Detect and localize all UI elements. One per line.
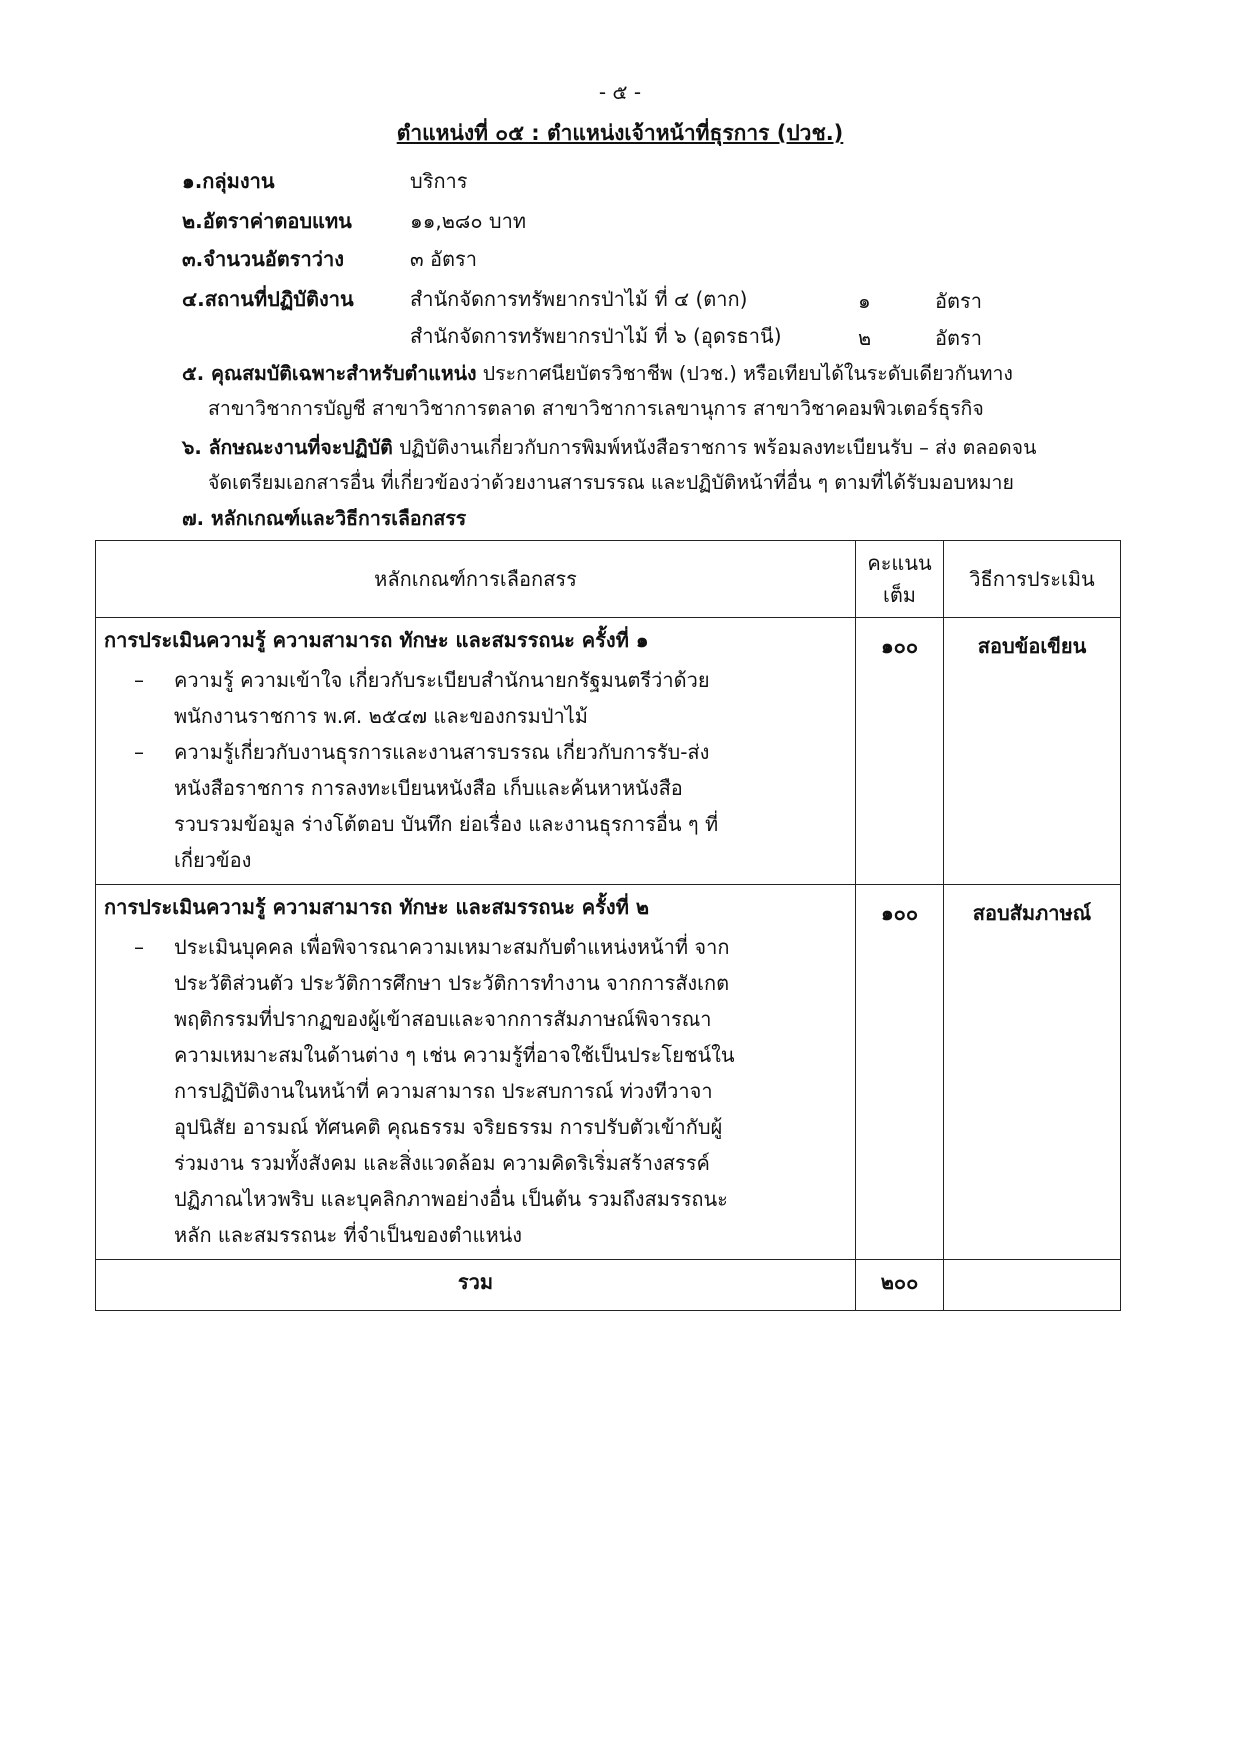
method-cell: สอบสัมภาษณ์ [944, 885, 1121, 1260]
list-item [134, 734, 847, 878]
qualification-text: ประกาศนียบัตรวิชาชีพ (ปวช.) หรือเทียบได้ในระดับเดียวกันทาง [482, 362, 1013, 385]
criteria-cell [96, 618, 856, 885]
vacancy-value: ๓ อัตรา [410, 247, 478, 271]
header-method: วิธีการประเมิน [944, 541, 1121, 618]
pay-value: ๑๑,๒๘๐ บาท [410, 209, 527, 233]
list-item [134, 662, 847, 734]
section-title: การประเมินความรู้ ความสามารถ ทักษะ และสมรรถนะ ครั้งที่ ๑ [104, 628, 649, 652]
place-unit: อัตรา [935, 289, 982, 313]
qualification-label: ๕. คุณสมบัติเฉพาะสำหรับตำแหน่ง [182, 362, 477, 385]
page-number: - ๕ - [598, 80, 642, 104]
qualification-line [182, 358, 1013, 389]
duties-text: ปฏิบัติงานเกี่ยวกับการพิมพ์หนังสือราชการ พร้อมลงทะเบียนรับ – ส่ง ตลอดจน [399, 436, 1037, 459]
header-criteria: หลักเกณฑ์การเลือกสรร [96, 541, 856, 618]
place-unit: อัตรา [935, 326, 982, 350]
duties-line [182, 432, 1036, 463]
dash-bullet: – [134, 668, 144, 692]
place-count: ๒ [858, 326, 872, 350]
group-label: ๑.กลุ่มงาน [182, 169, 275, 193]
list-item-text: ความรู้เกี่ยวกับงานธุรการและงานสารบรรณ เกี่ยวกับการรับ-ส่ง หนังสือราชการ การลงทะเบียนหนังสือ เก็บและค้นหาหนังสือ รวบรวมข้อมูล ร่างโต้ตอบ บันทึก ย่อเรื่อง และงานธุรการอื่น ๆ ที่เกี่ยวข้อง [174, 740, 719, 872]
total-score: ๒๐๐ [856, 1260, 944, 1311]
criteria-table [95, 540, 1121, 1311]
place-name: สำนักจัดการทรัพยากรป่าไม้ ที่ ๔ (ตาก) [410, 287, 748, 311]
vacancy-label: ๓.จำนวนอัตราว่าง [182, 247, 344, 271]
header-score-line2: เต็ม [882, 583, 916, 607]
list-item-text: ประเมินบุคคล เพื่อพิจารณาความเหมาะสมกับตำแหน่งหน้าที่ จากประวัติส่วนตัว ประวัติการศึกษา ประวัติการทำงาน จากการสังเกตพฤติกรรมที่ปรากฏของผู้เข้าสอบและจากการสัมภาษณ์พิจารณาความเหมาะสมในด้านต่าง ๆ เช่น ความรู้ที่อาจใช้เป็นประโยชน์ในการปฏิบัติงานในหน้าที่ ความสามารถ ประสบการณ์ ท่วงทีวาจา อุปนิสัย อารมณ์ ทัศนคติ คุณธรรม จริยธรรม การปรับตัวเข้ากับผู้ร่วมงาน รวมทั้งสังคม และสิ่งแวดล้อม ความคิดริเริ่มสร้างสรรค์ ปฏิภาณไหวพริบ และบุคลิกภาพอย่างอื่น เป็นต้น รวมถึงสมรรถนะหลัก และสมรรถนะ ที่จำเป็นของตำแหน่ง [174, 935, 735, 1247]
header-score [856, 541, 944, 618]
dash-bullet: – [134, 740, 144, 764]
table-row [96, 618, 1121, 885]
duties-label: ๖. ลักษณะงานที่จะปฏิบัติ [182, 436, 393, 459]
page-title: ตำแหน่งที่ ๐๕ : ตำแหน่งเจ้าหน้าที่ธุรการ (ปวช.) [396, 121, 844, 145]
dash-bullet: – [134, 935, 144, 959]
table-row [96, 885, 1121, 1260]
list-item [134, 929, 847, 1253]
total-method-empty [944, 1260, 1121, 1311]
qualification-text-2: สาขาวิชาการบัญชี สาขาวิชาการตลาด สาขาวิชาการเลขานุการ สาขาวิชาคอมพิวเตอร์ธุรกิจ [208, 397, 984, 420]
place-name: สำนักจัดการทรัพยากรป่าไม้ ที่ ๖ (อุดรธานี) [410, 324, 782, 348]
header-score-line1: คะแนน [867, 551, 932, 575]
criteria-cell [96, 885, 856, 1260]
table-header-row [96, 541, 1121, 618]
group-value: บริการ [410, 169, 468, 193]
method-cell: สอบข้อเขียน [944, 618, 1121, 885]
total-row [96, 1260, 1121, 1311]
score-cell: ๑๐๐ [856, 618, 944, 885]
score-cell: ๑๐๐ [856, 885, 944, 1260]
pay-label: ๒.อัตราค่าตอบแทน [182, 209, 352, 233]
total-label: รวม [96, 1260, 856, 1311]
criteria-heading: ๗. หลักเกณฑ์และวิธีการเลือกสรร [182, 507, 467, 530]
list-item-text: ความรู้ ความเข้าใจ เกี่ยวกับระเบียบสำนักนายกรัฐมนตรีว่าด้วยพนักงานราชการ พ.ศ. ๒๕๔๗ และของกรมป่าไม้ [174, 668, 710, 728]
place-label: ๔.สถานที่ปฏิบัติงาน [182, 287, 354, 311]
duties-text-2: จัดเตรียมเอกสารอื่น ที่เกี่ยวข้องว่าด้วยงานสารบรรณ และปฏิบัติหน้าที่อื่น ๆ ตามที่ได้รับมอบหมาย [208, 471, 1014, 494]
section-title: การประเมินความรู้ ความสามารถ ทักษะ และสมรรถนะ ครั้งที่ ๒ [104, 895, 650, 919]
place-count: ๑ [858, 289, 871, 313]
